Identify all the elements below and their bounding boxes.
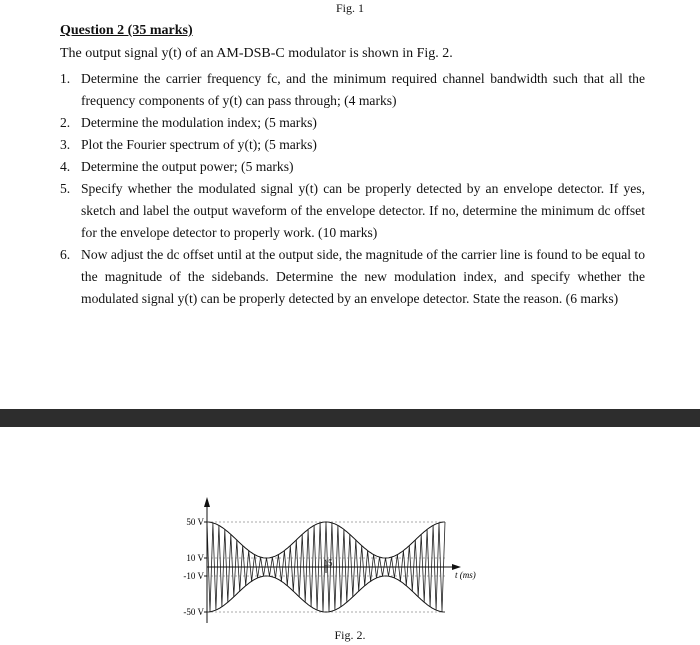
y-tick-label: 10 V (186, 553, 204, 563)
figure-caption: Fig. 2. (334, 628, 366, 642)
question-item (60, 112, 645, 134)
question-list (60, 68, 645, 310)
question-item (60, 244, 645, 310)
question-item (60, 134, 645, 156)
item-number: 6. (60, 247, 71, 262)
question-title: Question 2 (35 marks) (60, 23, 193, 38)
y-tick-label: -10 V (183, 571, 204, 581)
question-item (60, 68, 645, 112)
section-divider (0, 409, 700, 427)
figure-2 (0, 427, 700, 645)
item-text: Determine the carrier frequency fc, and the minimum required channel bandwidth such that all the frequency components of y(t) can pass through; (4 marks) (81, 71, 645, 108)
item-number: 5. (60, 181, 71, 196)
am-waveform-plot (0, 427, 700, 645)
item-number: 1. (60, 71, 71, 86)
question-block (60, 21, 645, 310)
y-tick-label: 50 V (186, 517, 204, 527)
item-text: Specify whether the modulated signal y(t) can be properly detected by an envelope detector. If yes, sketch and label the output waveform of the envelope detector. If no, determine the minimum dc offset for the envelope detector to properly work. (10 marks) (81, 181, 645, 240)
item-number: 4. (60, 159, 71, 174)
item-text: Determine the output power; (5 marks) (81, 159, 294, 174)
question-item (60, 156, 645, 178)
y-tick-label: -50 V (183, 607, 204, 617)
item-number: 2. (60, 115, 71, 130)
x-tick-label: 15 (323, 558, 333, 568)
item-number: 3. (60, 137, 71, 152)
item-text: Determine the modulation index; (5 marks) (81, 115, 317, 130)
item-text: Now adjust the dc offset until at the output side, the magnitude of the carrier line is found to be equal to the magnitude of the sidebands. Determine the new modulation index, and specify whether the modulated signal y(t) can be properly detected by an envelope detector. State the reason. (6 marks) (81, 247, 645, 306)
question-item (60, 178, 645, 244)
x-axis-label: t (ms) (455, 570, 476, 580)
question-intro: The output signal y(t) of an AM-DSB-C modulator is shown in Fig. 2. (60, 46, 453, 61)
y-axis-arrow (204, 497, 210, 507)
fig-1-label: Fig. 1 (335, 1, 364, 15)
lower-envelope (207, 576, 445, 612)
item-text: Plot the Fourier spectrum of y(t); (5 marks) (81, 137, 317, 152)
